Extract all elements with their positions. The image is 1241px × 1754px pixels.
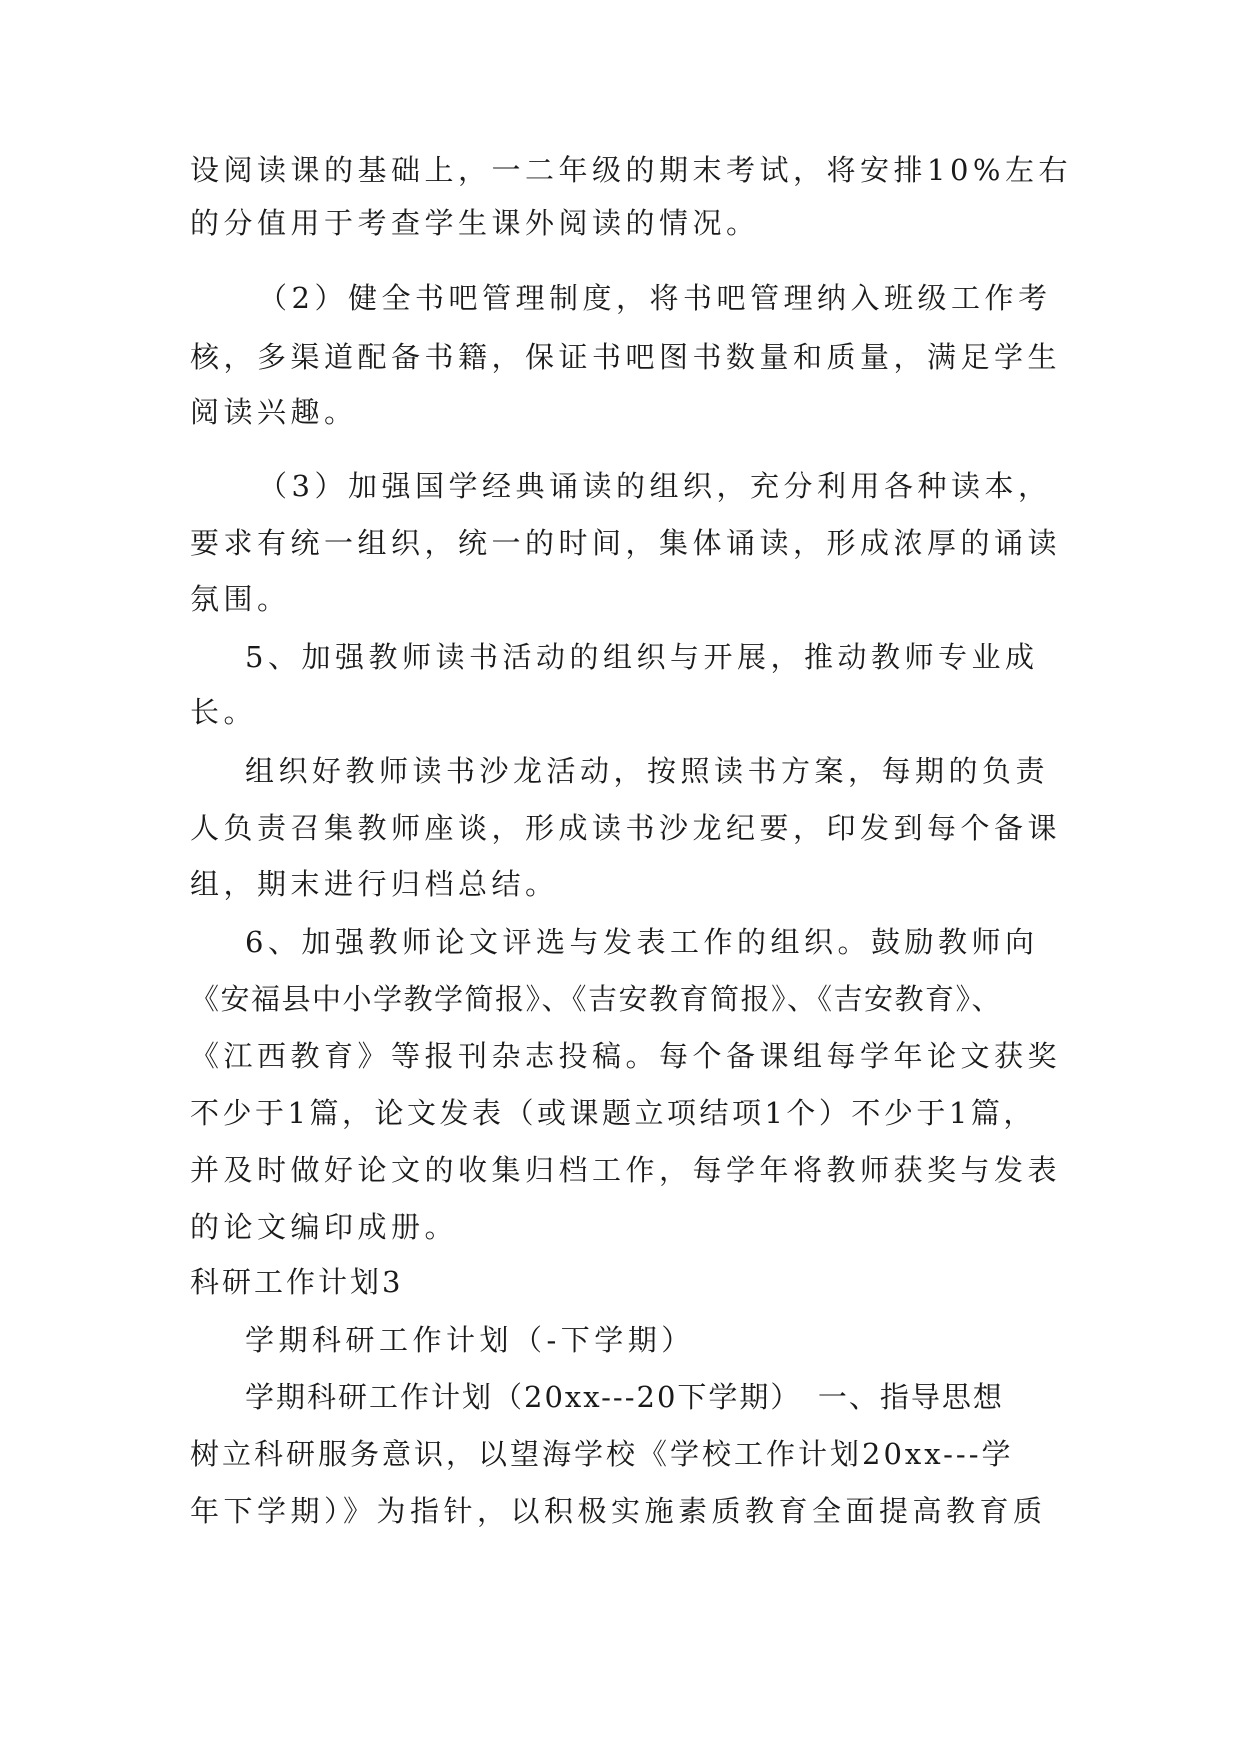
text-line: 阅读兴趣。 <box>190 395 358 429</box>
text-line: 树立科研服务意识，以望海学校《学校工作计划20xx---学 <box>190 1437 1014 1471</box>
text-line: 长。 <box>190 695 258 729</box>
text-line: 组织好教师读书沙龙活动，按照读书方案，每期的负责 <box>245 754 1050 788</box>
text-line: 《安福县中小学教学简报》、《吉安教育简报》、《吉安教育》、 <box>190 982 1003 1016</box>
text-line: （3）加强国学经典诵读的组织，充分利用各种读本， <box>258 469 1052 503</box>
text-line: 人负责召集教师座谈，形成读书沙龙纪要，印发到每个备课 <box>190 811 1062 845</box>
text-line: 年下学期）》为指针，以积极实施素质教育全面提高教育质 <box>190 1494 1047 1528</box>
text-line: 氛围。 <box>190 582 291 616</box>
text-line: （2）健全书吧管理制度，将书吧管理纳入班级工作考 <box>258 281 1052 315</box>
text-line: 设阅读课的基础上，一二年级的期末考试，将安排10%左右 <box>190 153 1072 187</box>
text-line: 学期科研工作计划（20xx---20下学期） 一、指导思想 <box>245 1380 1004 1414</box>
text-line: 《江西教育》等报刊杂志投稿。每个备课组每学年论文获奖 <box>190 1039 1062 1073</box>
text-line: 核，多渠道配备书籍，保证书吧图书数量和质量，满足学生 <box>190 340 1062 374</box>
text-line: 不少于1篇，论文发表（或课题立项结项1个）不少于1篇， <box>190 1096 1036 1130</box>
text-line: 的论文编印成册。 <box>190 1210 459 1244</box>
text-line: 组，期末进行归档总结。 <box>190 867 559 901</box>
text-line: 并及时做好论文的收集归档工作，每学年将教师获奖与发表 <box>190 1153 1062 1187</box>
section-heading: 科研工作计划3 <box>190 1265 404 1299</box>
text-line: 的分值用于考查学生课外阅读的情况。 <box>190 206 760 240</box>
text-line: 学期科研工作计划（-下学期） <box>245 1323 695 1357</box>
text-line: 要求有统一组织，统一的时间，集体诵读，形成浓厚的诵读 <box>190 526 1062 560</box>
text-line: 5、加强教师读书活动的组织与开展，推动教师专业成 <box>245 640 1039 674</box>
text-line: 6、加强教师论文评选与发表工作的组织。鼓励教师向 <box>245 925 1039 959</box>
